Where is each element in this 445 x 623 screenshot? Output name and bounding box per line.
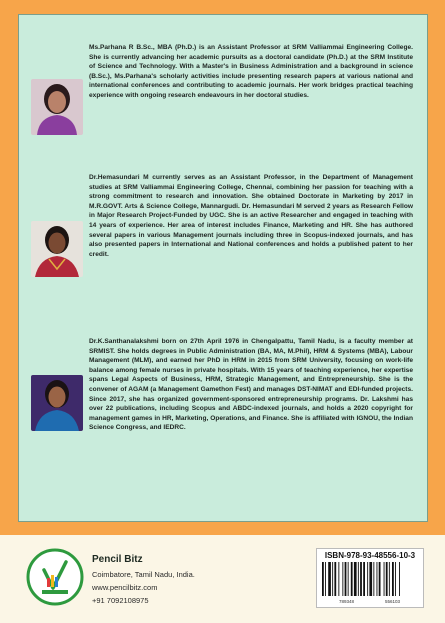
woman-portrait-icon — [31, 79, 83, 135]
author-photo-hemasundari — [31, 221, 83, 277]
isbn-right-digits: 556103 — [385, 599, 401, 604]
publisher-name: Pencil Bitz — [92, 554, 143, 565]
author-bio-parhana: Ms.Parhana R B.Sc., MBA (Ph.D.) is an Assistant Professor at SRM Valliammai Engineering College. She is currently advancing her academic pursuits as a doctoral candidate (Ph.D.) at the SRM Institute of Science and Technology. With a Master's in Business Administration and a background in science (B.Sc.), Ms.Parhana's scholarly activities include presenting research papers at various national and international conferences and contributing to academic journals. Her work bridges practical teaching experience with ongoing research endeavours in her doctoral studies. — [89, 44, 413, 99]
isbn-label: ISBN-978-93-48556-10-3 — [324, 551, 416, 560]
author-photo-santhanalakshmi — [31, 375, 83, 431]
author-photo-parhana — [31, 79, 83, 135]
publisher-website[interactable]: www.pencilbitz.com — [92, 583, 158, 592]
isbn-left-digits: 789348 — [339, 599, 355, 604]
pencil-bitz-logo-icon — [26, 548, 84, 606]
isbn-barcode — [316, 548, 424, 608]
author-bio-santhanalakshmi: Dr.K.Santhanalakshmi born on 27th April 1976 in Chengalpattu, Tamil Nadu, is a faculty member at SRMIST. She holds degrees in Public Administration (BA, MA, M.Phil), HRM & Systems (MBA), Labour Management (MLM), and earned her PhD in HRM in 2015 from SRM University, focusing on work-life balance among female nurses in private hospitals. With 15 years of teaching experience, her expertise spans Legal Aspects of Business, HRM, Strategic Management, and Entrepreneurship. She is the convener of AGAM (a Management Gamethon Fest) and manages DST-NIMAT and EDI-funded projects. Since 2017, she has organized government-sponsored entrepreneurship programs. Dr. Lakshmi has over 22 publications, including Scopus and ABDC-indexed journals, and holds a 2020 copyright for management games in HR, Marketing, Operations, and Finance. She is affiliated with IGNOU, the Indian Science Congress, and IEDRC. — [89, 338, 413, 432]
publisher-footer — [0, 535, 445, 623]
woman-portrait-icon — [31, 375, 83, 431]
barcode-icon — [321, 562, 421, 600]
author-bio-hemasundari: Dr.Hemasundari M currently serves as an Assistant Professor, in the Department of Management studies at SRM Valliammai Engineering College, Chennai, combining her passion for teaching with a strong commitment to research and innovation. She obtained Doctorate in Marketing by 2017 in M.R.GOVT. Arts & Science College, Mannargudi. Dr. Hemasundari M served 2 years as Research Fellow in Major Research Project-Funded by UGC. She is an active Researcher and engaged in teaching with 14 years of experience. Her area of interest includes Finance, Marketing and HR. She has authored several papers in various Management journals including three in Scopus-indexed journals, and has also presented papers in International and National conferences and holds a published patent to her credit. — [89, 174, 413, 258]
author-bios-panel — [18, 14, 428, 522]
woman-portrait-icon — [31, 221, 83, 277]
publisher-address: Coimbatore, Tamil Nadu, India. — [92, 570, 195, 579]
publisher-phone: +91 7092108975 — [92, 596, 149, 605]
